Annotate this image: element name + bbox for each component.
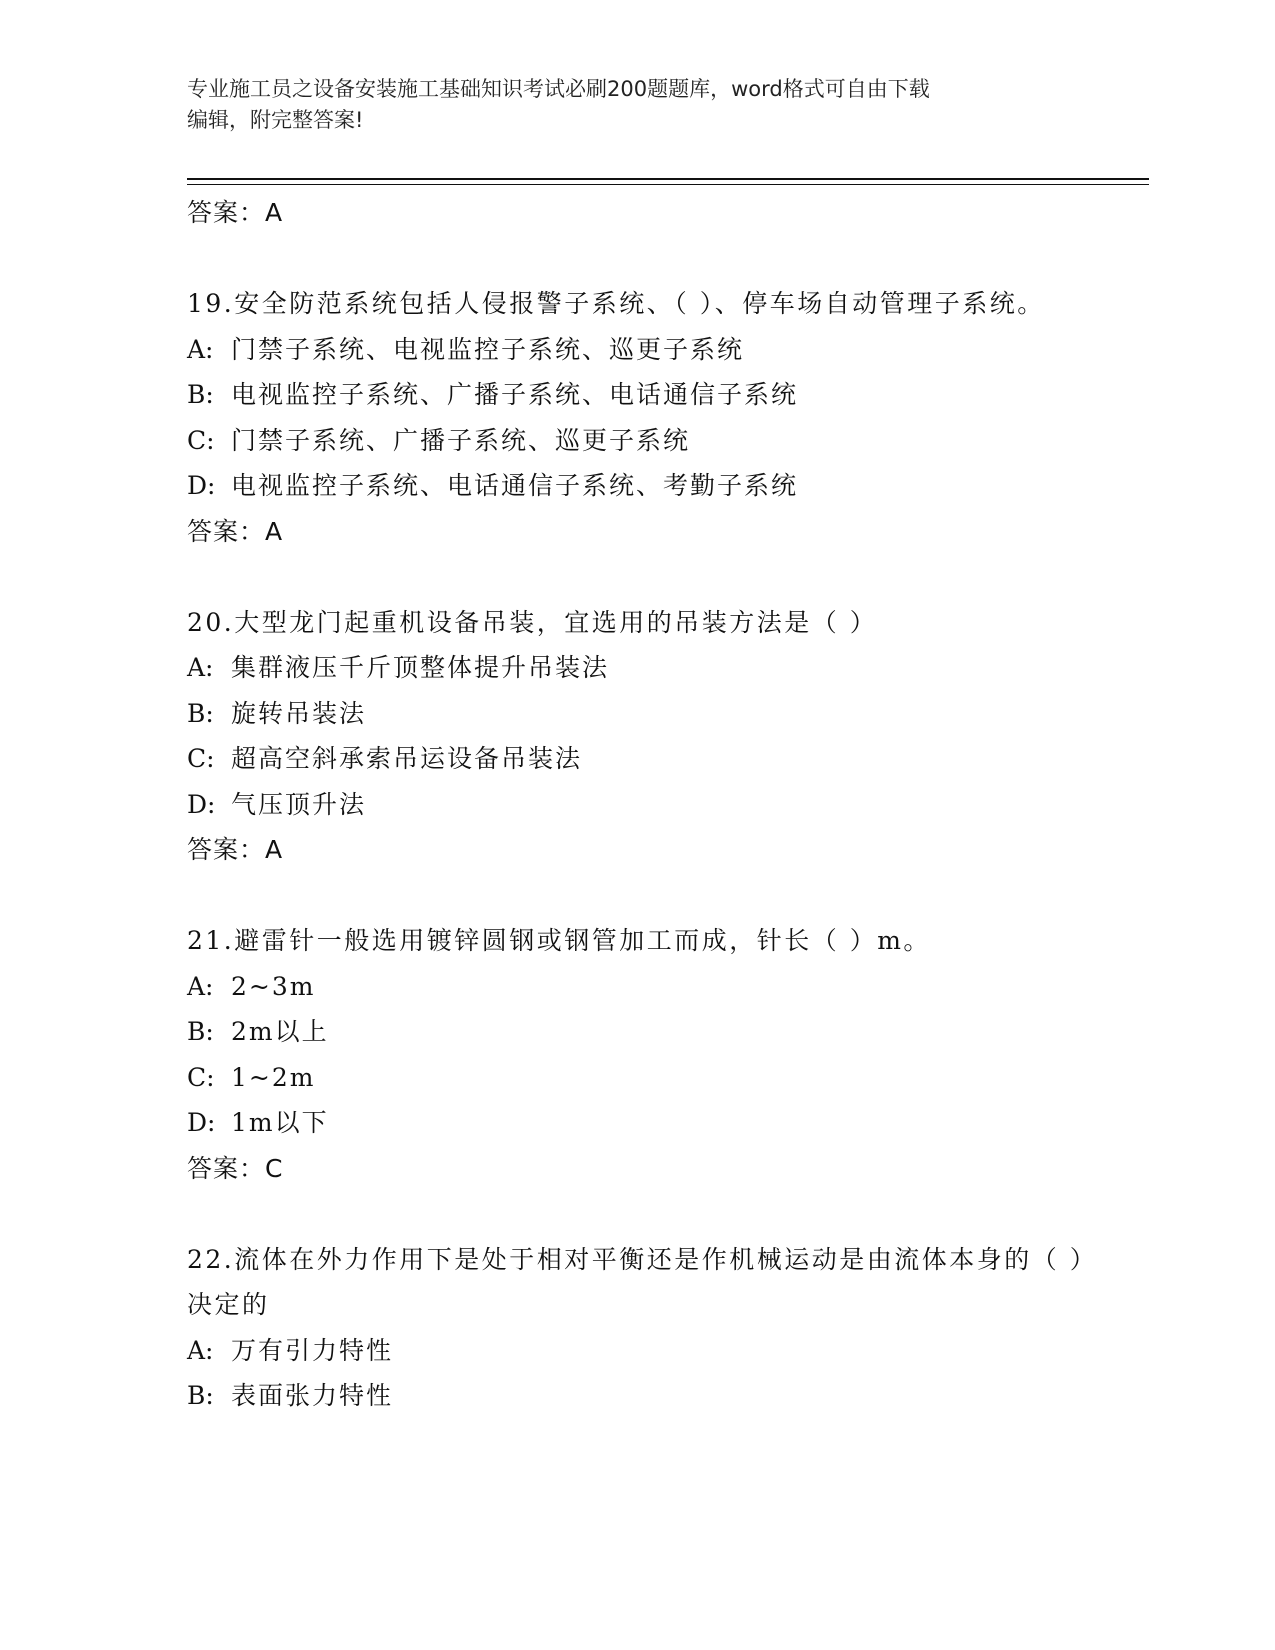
option-d bbox=[187, 463, 1087, 509]
option-text: 电视监控子系统、电话通信子系统、考勤子系统 bbox=[231, 471, 799, 500]
option-label: A: bbox=[187, 653, 214, 682]
option-text: 1~2m bbox=[231, 1062, 316, 1092]
header-title-line-2: 编辑，附完整答案! bbox=[187, 108, 364, 132]
option-b bbox=[187, 1373, 1087, 1419]
question-stem: 20.大型龙门起重机设备吊装，宜选用的吊装方法是（ ） bbox=[187, 607, 878, 637]
question-stem: 19.安全防范系统包括人侵报警子系统、（ ）、停车场自动管理子系统。 bbox=[187, 289, 1045, 318]
question-20 bbox=[187, 600, 1087, 873]
answer: 答案：A bbox=[187, 516, 284, 546]
option-label: B: bbox=[187, 1381, 214, 1410]
option-label: B: bbox=[187, 698, 214, 728]
option-a bbox=[187, 645, 1087, 691]
option-a bbox=[187, 964, 1087, 1010]
option-c bbox=[187, 1055, 1087, 1101]
option-label: B: bbox=[187, 380, 214, 409]
question-stem: 22.流体在外力作用下是处于相对平衡还是作机械运动是由流体本身的（ ）决定的 bbox=[187, 1244, 1085, 1319]
option-label: C: bbox=[187, 744, 215, 773]
option-label: A: bbox=[187, 334, 214, 364]
spacer bbox=[187, 554, 1087, 600]
spacer bbox=[187, 236, 1087, 282]
answer: 答案：A bbox=[187, 835, 284, 864]
option-label: D: bbox=[187, 789, 216, 819]
option-c bbox=[187, 736, 1087, 782]
option-label: A: bbox=[187, 971, 214, 1001]
question-22 bbox=[187, 1237, 1087, 1419]
answer: 答案：C bbox=[187, 1153, 284, 1183]
option-b bbox=[187, 691, 1087, 737]
option-b bbox=[187, 1009, 1087, 1055]
option-text: 门禁子系统、电视监控子系统、巡更子系统 bbox=[231, 334, 745, 364]
option-label: D: bbox=[187, 1108, 216, 1137]
option-text: 1m以下 bbox=[231, 1108, 329, 1137]
question-19 bbox=[187, 281, 1087, 554]
spacer bbox=[187, 873, 1087, 919]
option-text: 表面张力特性 bbox=[231, 1381, 394, 1410]
option-text: 电视监控子系统、广播子系统、电话通信子系统 bbox=[231, 380, 799, 409]
header-divider-thin bbox=[187, 184, 1149, 185]
header-title-line-1: 专业施工员之设备安装施工基础知识考试必刷200题题库，word格式可自由下载 bbox=[187, 77, 930, 101]
option-text: 超高空斜承索吊运设备吊装法 bbox=[231, 744, 583, 773]
previous-answer: 答案：A bbox=[187, 198, 284, 227]
option-text: 气压顶升法 bbox=[231, 789, 367, 819]
option-d bbox=[187, 782, 1087, 828]
option-text: 旋转吊装法 bbox=[231, 698, 367, 728]
option-a bbox=[187, 327, 1087, 373]
option-text: 2~3m bbox=[231, 971, 316, 1001]
option-b bbox=[187, 372, 1087, 418]
option-c bbox=[187, 418, 1087, 464]
document-header bbox=[187, 74, 1087, 136]
question-21 bbox=[187, 918, 1087, 1191]
option-label: A: bbox=[187, 1335, 214, 1365]
option-label: C: bbox=[187, 1062, 215, 1092]
option-text: 集群液压千斤顶整体提升吊装法 bbox=[231, 653, 610, 682]
option-text: 万有引力特性 bbox=[231, 1335, 394, 1365]
option-a bbox=[187, 1328, 1087, 1374]
option-d bbox=[187, 1100, 1087, 1146]
option-text: 2m以上 bbox=[231, 1017, 329, 1046]
header-divider-thick bbox=[187, 178, 1149, 180]
option-label: B: bbox=[187, 1017, 214, 1046]
option-label: D: bbox=[187, 471, 216, 500]
option-label: C: bbox=[187, 425, 215, 455]
spacer bbox=[187, 1191, 1087, 1237]
option-text: 门禁子系统、广播子系统、巡更子系统 bbox=[231, 425, 691, 455]
question-list bbox=[187, 190, 1087, 1419]
question-stem: 21.避雷针一般选用镀锌圆钢或钢管加工而成，针长（ ）m。 bbox=[187, 926, 931, 955]
